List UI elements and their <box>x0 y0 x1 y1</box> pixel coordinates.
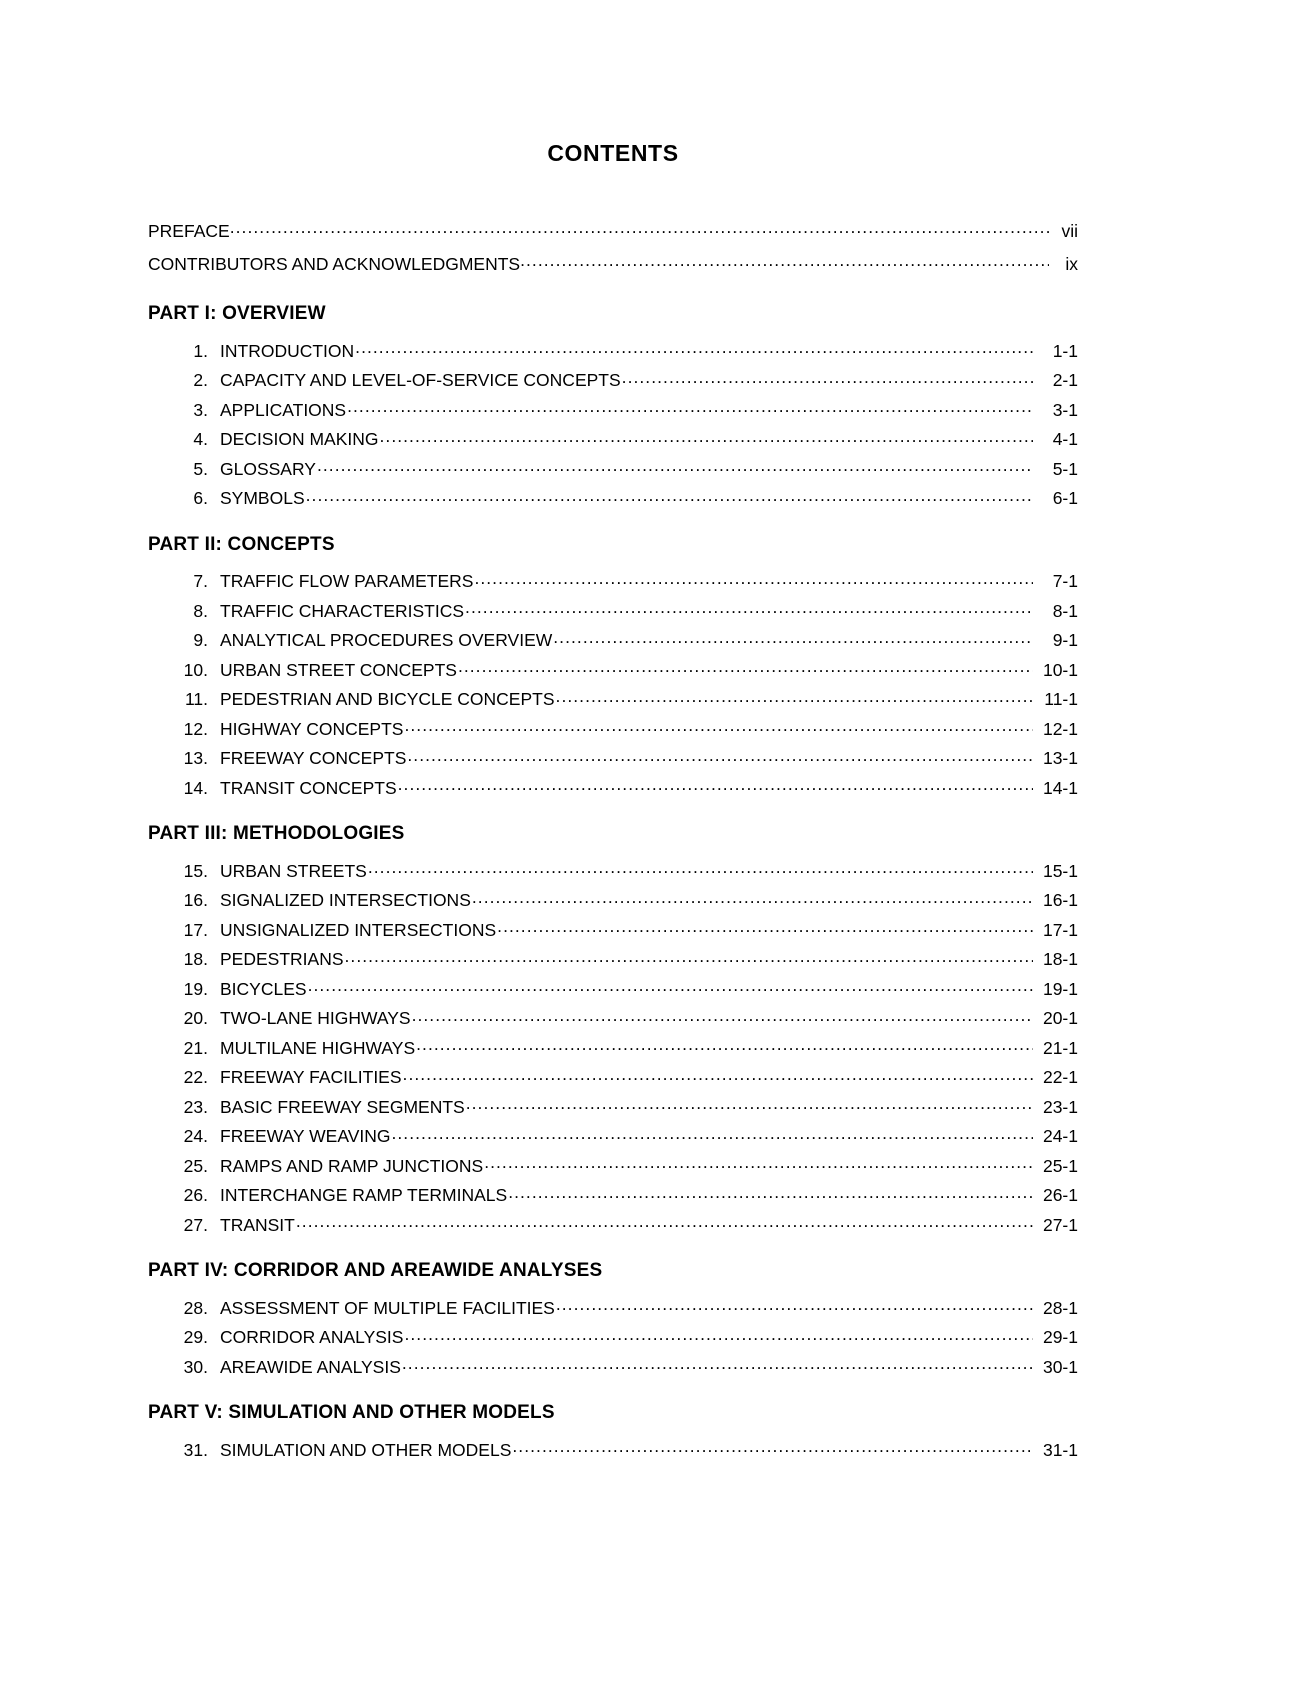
toc-entry-page: 19-1 <box>1042 978 1078 998</box>
toc-entry[interactable] <box>148 776 1078 797</box>
toc-entry[interactable] <box>148 398 1078 419</box>
toc-entry-page: vii <box>1061 220 1078 240</box>
dot-leader <box>472 889 1033 907</box>
toc-entry[interactable] <box>148 599 1078 620</box>
dot-leader <box>407 747 1033 765</box>
dot-leader <box>508 1184 1033 1202</box>
toc-entry-number: 27. <box>183 1214 208 1234</box>
toc-entry[interactable] <box>148 369 1078 390</box>
toc-entry-page: 16-1 <box>1042 890 1078 910</box>
toc-entry-number: 7. <box>193 571 208 591</box>
dot-leader <box>404 717 1033 735</box>
dot-leader <box>465 599 1033 617</box>
toc-entry-page: 30-1 <box>1042 1356 1078 1376</box>
toc-entry[interactable] <box>148 1296 1078 1317</box>
dot-leader <box>345 948 1034 966</box>
toc-entry[interactable] <box>148 889 1078 910</box>
toc-entry-title: TRAFFIC CHARACTERISTICS <box>220 600 465 620</box>
toc-entry-title: ASSESSMENT OF MULTIPLE FACILITIES <box>220 1297 555 1317</box>
toc-entry-page: 4-1 <box>1052 429 1078 449</box>
toc-entry-page: 11-1 <box>1044 689 1078 709</box>
toc-entry[interactable] <box>148 1125 1078 1146</box>
toc-entry[interactable] <box>148 688 1078 709</box>
toc-entry-title: SYMBOLS <box>220 488 305 508</box>
toc-entry[interactable] <box>148 747 1078 768</box>
toc-entry-page: 13-1 <box>1042 748 1078 768</box>
toc-entry[interactable] <box>148 570 1078 591</box>
toc-entry[interactable] <box>148 629 1078 650</box>
chapter-list <box>148 859 1078 1234</box>
chapter-list <box>148 1438 1078 1459</box>
toc-entry-page: 18-1 <box>1042 949 1078 969</box>
dot-leader <box>458 658 1033 676</box>
toc-entry-number: 18. <box>183 949 208 969</box>
toc-entry-title: DECISION MAKING <box>220 429 379 449</box>
toc-entry-number: 13. <box>183 748 208 768</box>
dot-leader <box>497 918 1033 936</box>
toc-entry-number: 6. <box>193 488 208 508</box>
toc-entry-page: 8-1 <box>1052 600 1078 620</box>
toc-entry-number: 4. <box>193 429 208 449</box>
toc-entry-title: PEDESTRIAN AND BICYCLE CONCEPTS <box>220 689 555 709</box>
front-matter-list <box>148 219 1078 273</box>
toc-entry-page: 10-1 <box>1042 659 1078 679</box>
toc-entry-number: 5. <box>193 458 208 478</box>
toc-entry-title: BASIC FREEWAY SEGMENTS <box>220 1096 465 1116</box>
toc-entry[interactable] <box>148 717 1078 738</box>
toc-entry-title: TWO-LANE HIGHWAYS <box>220 1008 411 1028</box>
toc-entry[interactable] <box>148 1154 1078 1175</box>
toc-entry-title: SIMULATION AND OTHER MODELS <box>220 1439 512 1459</box>
dot-leader <box>484 1154 1033 1172</box>
dot-leader <box>317 457 1033 475</box>
toc-entry-page: 3-1 <box>1052 399 1078 419</box>
toc-entry-title: PREFACE <box>148 220 230 240</box>
dot-leader <box>380 428 1034 446</box>
dot-leader <box>398 776 1033 794</box>
toc-entry-number: 14. <box>183 777 208 797</box>
toc-entry-title: GLOSSARY <box>220 458 316 478</box>
toc-entry-page: 29-1 <box>1042 1327 1078 1347</box>
toc-entry-title: BICYCLES <box>220 978 307 998</box>
toc-entry-title: AREAWIDE ANALYSIS <box>220 1356 401 1376</box>
toc-entry-number: 29. <box>183 1327 208 1347</box>
toc-entry[interactable] <box>148 428 1078 449</box>
toc-entry[interactable] <box>148 1326 1078 1347</box>
toc-entry-page: 6-1 <box>1052 488 1078 508</box>
toc-entry-page: 22-1 <box>1042 1067 1078 1087</box>
toc-entry[interactable] <box>148 1007 1078 1028</box>
toc-entry-number: 20. <box>183 1008 208 1028</box>
dot-leader <box>404 1326 1033 1344</box>
toc-entry-page: 31-1 <box>1042 1439 1078 1459</box>
toc-entry-title: TRANSIT <box>220 1214 295 1234</box>
toc-entry-number: 12. <box>183 718 208 738</box>
part-heading: PART II: CONCEPTS <box>148 533 335 555</box>
toc-entry-page: 23-1 <box>1042 1096 1078 1116</box>
toc-entry-page: 26-1 <box>1042 1185 1078 1205</box>
part-heading: PART III: METHODOLOGIES <box>148 823 405 844</box>
toc-entry-page: 7-1 <box>1052 571 1078 591</box>
toc-entry[interactable] <box>148 977 1078 998</box>
toc-entry[interactable] <box>148 339 1078 360</box>
chapter-list <box>148 339 1078 508</box>
toc-entry-title: MULTILANE HIGHWAYS <box>220 1037 416 1057</box>
part-heading: PART V: SIMULATION AND OTHER MODELS <box>148 1402 555 1423</box>
toc-entry[interactable] <box>148 1095 1078 1116</box>
toc-entry-number: 15. <box>183 860 208 880</box>
toc-entry-title: APPLICATIONS <box>220 399 347 419</box>
dot-leader <box>402 1355 1033 1373</box>
dot-leader <box>368 859 1033 877</box>
toc-entry-number: 11. <box>184 689 208 709</box>
page-title: CONTENTS <box>547 140 679 166</box>
dot-leader <box>512 1438 1033 1456</box>
toc-entry-number: 30. <box>183 1356 208 1376</box>
toc-entry-title: URBAN STREETS <box>220 860 367 880</box>
toc-entry[interactable] <box>148 487 1078 508</box>
toc-entry-number: 24. <box>183 1126 208 1146</box>
toc-entry-title: UNSIGNALIZED INTERSECTIONS <box>220 919 497 939</box>
toc-entry-page: ix <box>1065 253 1078 273</box>
dot-leader <box>412 1007 1033 1025</box>
toc-entry[interactable] <box>148 1184 1078 1205</box>
part-heading: PART I: OVERVIEW <box>148 303 326 324</box>
dot-leader <box>622 369 1033 387</box>
dot-leader <box>230 219 1049 237</box>
dot-leader <box>556 1296 1033 1314</box>
toc-entry-number: 28. <box>183 1297 208 1317</box>
toc-entry-number: 1. <box>193 340 208 360</box>
toc-entry[interactable] <box>148 1036 1078 1057</box>
toc-entry-number: 21. <box>183 1037 208 1057</box>
toc-entry[interactable] <box>148 1213 1078 1234</box>
dot-leader <box>355 339 1033 357</box>
toc-entry-title: SIGNALIZED INTERSECTIONS <box>220 890 471 910</box>
toc-entry-title: TRAFFIC FLOW PARAMETERS <box>220 571 474 591</box>
toc-entry-title: URBAN STREET CONCEPTS <box>220 659 457 679</box>
toc-entry[interactable] <box>148 457 1078 478</box>
toc-entry-title: CAPACITY AND LEVEL-OF-SERVICE CONCEPTS <box>220 370 621 390</box>
toc-entry-title: HIGHWAY CONCEPTS <box>220 718 404 738</box>
toc-entry-page: 20-1 <box>1042 1008 1078 1028</box>
toc-entry-number: 3. <box>193 399 208 419</box>
toc-entry-page: 28-1 <box>1042 1297 1078 1317</box>
toc-entry[interactable] <box>148 1066 1078 1087</box>
toc-entry-number: 9. <box>193 630 208 650</box>
toc-entry-title: TRANSIT CONCEPTS <box>220 777 397 797</box>
toc-entry-title: FREEWAY FACILITIES <box>220 1067 402 1087</box>
toc-entry[interactable] <box>148 1438 1078 1459</box>
toc-entry-title: RAMPS AND RAMP JUNCTIONS <box>220 1155 484 1175</box>
toc-entry-title: PEDESTRIANS <box>220 949 344 969</box>
toc-entry-page: 1-1 <box>1052 340 1078 360</box>
dot-leader <box>556 688 1033 706</box>
toc-entry-number: 26. <box>183 1185 208 1205</box>
toc-entry-number: 8. <box>193 600 208 620</box>
toc-entry-page: 27-1 <box>1042 1214 1078 1234</box>
toc-entry-number: 19. <box>183 978 208 998</box>
toc-entry[interactable] <box>148 658 1078 679</box>
toc-entry-page: 17-1 <box>1042 919 1078 939</box>
toc-entry-page: 24-1 <box>1042 1126 1078 1146</box>
toc-entry[interactable] <box>148 859 1078 880</box>
toc-entry-number: 23. <box>183 1096 208 1116</box>
dot-leader <box>308 977 1033 995</box>
toc-entry-page: 14-1 <box>1042 777 1078 797</box>
dot-leader <box>474 570 1033 588</box>
dot-leader <box>391 1125 1033 1143</box>
toc-entry-page: 5-1 <box>1052 458 1078 478</box>
dot-leader <box>347 398 1033 416</box>
toc-entry-title: FREEWAY CONCEPTS <box>220 748 407 768</box>
toc-content <box>148 0 1078 1468</box>
toc-entry[interactable] <box>148 948 1078 969</box>
parts-list <box>148 303 1078 1459</box>
dot-leader <box>416 1036 1033 1054</box>
dot-leader <box>520 252 1049 270</box>
toc-entry-page: 21-1 <box>1042 1037 1078 1057</box>
dot-leader <box>403 1066 1033 1084</box>
toc-entry[interactable] <box>148 1355 1078 1376</box>
toc-entry[interactable] <box>148 918 1078 939</box>
toc-entry[interactable] <box>148 219 1078 240</box>
toc-entry-title: INTRODUCTION <box>220 340 355 360</box>
toc-entry-number: 10. <box>183 659 208 679</box>
dot-leader <box>553 629 1033 647</box>
toc-entry-title: ANALYTICAL PROCEDURES OVERVIEW <box>220 630 553 650</box>
toc-entry-title: INTERCHANGE RAMP TERMINALS <box>220 1185 508 1205</box>
dot-leader <box>296 1213 1033 1231</box>
toc-entry-page: 9-1 <box>1052 630 1078 650</box>
toc-entry-number: 31. <box>183 1439 208 1459</box>
toc-entry-number: 16. <box>183 890 208 910</box>
toc-entry-number: 2. <box>193 370 208 390</box>
toc-entry-number: 17. <box>183 919 208 939</box>
toc-entry-title: CORRIDOR ANALYSIS <box>220 1327 404 1347</box>
part-heading: PART IV: CORRIDOR AND AREAWIDE ANALYSES <box>148 1260 603 1281</box>
toc-entry-page: 2-1 <box>1052 370 1078 390</box>
toc-entry-title: FREEWAY WEAVING <box>220 1126 391 1146</box>
toc-entry-page: 25-1 <box>1042 1155 1078 1175</box>
chapter-list <box>148 570 1078 798</box>
dot-leader <box>306 487 1033 505</box>
toc-entry-number: 22. <box>183 1067 208 1087</box>
toc-entry[interactable] <box>148 252 1078 273</box>
toc-entry-title: CONTRIBUTORS AND ACKNOWLEDGMENTS <box>148 253 521 273</box>
toc-entry-page: 12-1 <box>1042 718 1078 738</box>
toc-entry-page: 15-1 <box>1042 860 1078 880</box>
dot-leader <box>466 1095 1033 1113</box>
chapter-list <box>148 1296 1078 1376</box>
toc-entry-number: 25. <box>183 1155 208 1175</box>
